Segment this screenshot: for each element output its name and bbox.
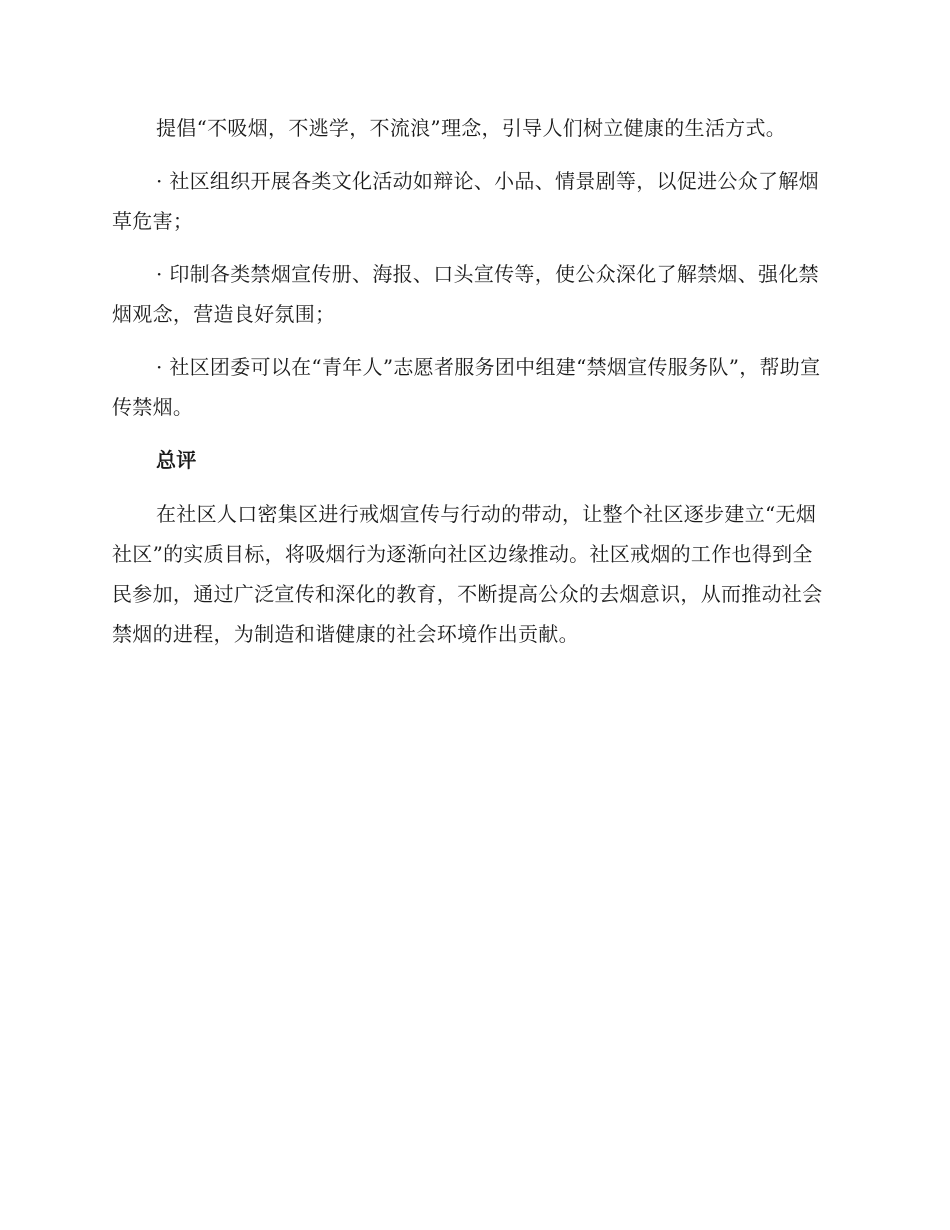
bullet-cultural-activities: · 社区组织开展各类文化活动如辩论、小品、情景剧等，以促进公众了解烟草危害； [112, 169, 819, 233]
summary-heading: 总评 [156, 448, 197, 472]
bullet-volunteer-team: · 社区团委可以在“青年人”志愿者服务团中组建“禁烟宣传服务队”，帮助宣传禁烟。 [112, 355, 821, 419]
bullet-printed-materials: · 印制各类禁烟宣传册、海报、口头宣传等，使公众深化了解禁烟、强化禁烟观念，营造良好氛围； [112, 262, 819, 326]
summary-paragraph: 在社区人口密集区进行戒烟宣传与行动的带动，让整个社区逐步建立“无烟社区”的实质目标，将吸烟行为逐渐向社区边缘推动。社区戒烟的工作也得到全民参加，通过广泛宣传和深化的教育，不断提高公众的去烟意识，从而推动社会禁烟的进程，为制造和谐健康的社会环境作出贡献。 [112, 502, 823, 646]
document-body [112, 108, 828, 667]
paragraph-advocacy: 提倡“不吸烟，不逃学，不流浪”理念，引导人们树立健康的生活方式。 [156, 116, 787, 140]
